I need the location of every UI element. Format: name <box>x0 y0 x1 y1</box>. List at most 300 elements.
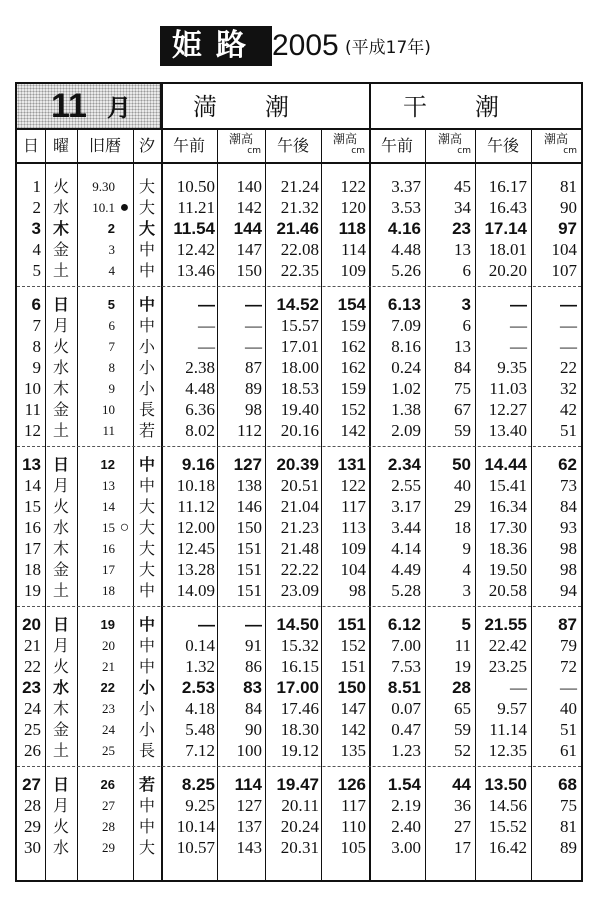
high-pm-height: 159 <box>340 379 366 398</box>
col-tide: 汐 <box>138 136 155 155</box>
high-am-time: 10.18 <box>176 476 215 495</box>
high-pm-time: 18.00 <box>280 358 319 377</box>
high-pm-height: 120 <box>340 198 366 217</box>
weekday-cell: 日 <box>52 295 69 314</box>
tide-type-cell: 中 <box>138 817 155 836</box>
weekday-cell: 土 <box>52 581 69 600</box>
low-am-time: 2.34 <box>387 455 421 474</box>
day-cell: 19 <box>24 581 41 600</box>
high-am-height: 142 <box>236 198 262 217</box>
low-pm-height: 51 <box>560 421 577 440</box>
lunar-date-cell: 24 <box>102 722 115 737</box>
high-am-height: 87 <box>245 358 262 377</box>
low-am-height: 59 <box>454 421 471 440</box>
low-am-height: 18 <box>454 518 471 537</box>
high-am-time: 4.48 <box>185 379 215 398</box>
high-am-time: 13.46 <box>176 261 215 280</box>
high-am-time: 2.38 <box>185 358 215 377</box>
moon-phase-icon <box>116 698 133 719</box>
table-row <box>17 294 581 315</box>
moon-phase-icon <box>116 719 133 740</box>
col-low-pm-height <box>531 132 581 164</box>
low-pm-time: 17.14 <box>484 219 527 238</box>
high-am-height: 138 <box>236 476 262 495</box>
high-tide-group-label: 満潮 <box>161 84 369 130</box>
high-pm-height: 154 <box>337 295 366 314</box>
table-row <box>17 197 581 218</box>
high-am-height: 86 <box>245 657 262 676</box>
high-am-height: 114 <box>234 775 262 794</box>
low-am-time: 1.23 <box>391 741 421 760</box>
weekday-cell: 日 <box>52 455 69 474</box>
low-am-height: 6 <box>462 316 471 335</box>
moon-phase-icon <box>116 774 133 795</box>
low-am-height: 17 <box>454 838 471 857</box>
tide-type-cell: 中 <box>138 657 155 676</box>
high-pm-time: 18.53 <box>280 379 319 398</box>
day-cell: 13 <box>22 455 41 474</box>
moon-phase-icon: ● <box>119 199 130 216</box>
day-cell: 4 <box>32 240 41 259</box>
day-cell: 27 <box>22 775 41 794</box>
high-pm-height: 142 <box>340 421 366 440</box>
day-cell: 9 <box>32 358 41 377</box>
table-row <box>17 698 581 719</box>
low-am-time: 2.55 <box>391 476 421 495</box>
lunar-date-cell: 19 <box>100 617 115 632</box>
high-am-time: 7.12 <box>185 741 215 760</box>
high-pm-time: 15.57 <box>280 316 319 335</box>
high-am-time: 10.50 <box>176 177 215 196</box>
high-pm-time: 19.40 <box>280 400 319 419</box>
high-am-time: 11.21 <box>177 198 215 217</box>
low-am-time: 1.02 <box>391 379 421 398</box>
weekday-cell: 木 <box>52 539 69 558</box>
low-pm-time: 20.58 <box>488 581 527 600</box>
table-row <box>17 218 581 239</box>
low-am-time: 0.24 <box>391 358 421 377</box>
low-pm-height: 62 <box>558 455 577 474</box>
low-am-height: 52 <box>454 741 471 760</box>
low-pm-time: 9.35 <box>497 358 527 377</box>
table-row <box>17 315 581 336</box>
low-pm-time: 17.30 <box>488 518 527 537</box>
day-cell: 24 <box>24 699 41 718</box>
table-row <box>17 580 581 601</box>
low-pm-time: 12.35 <box>488 741 527 760</box>
low-pm-height: 98 <box>560 539 577 558</box>
moon-phase-icon <box>116 260 133 281</box>
high-am-height: — <box>245 615 262 634</box>
lunar-date-cell: 25 <box>102 743 115 758</box>
high-am-height: 91 <box>245 636 262 655</box>
page-header <box>0 22 600 68</box>
low-pm-height: 51 <box>560 720 577 739</box>
lunar-date-cell: 7 <box>108 339 115 354</box>
day-cell: 21 <box>24 636 41 655</box>
low-am-time: 5.28 <box>391 581 421 600</box>
lunar-date-cell: 17 <box>102 562 115 577</box>
low-pm-time: 23.25 <box>488 657 527 676</box>
lunar-date-cell: 23 <box>102 701 115 716</box>
low-pm-height: 72 <box>560 657 577 676</box>
day-cell: 30 <box>24 838 41 857</box>
tide-type-cell: 大 <box>138 838 155 857</box>
low-am-time: 8.51 <box>387 678 421 697</box>
high-am-height: 83 <box>243 678 262 697</box>
weekday-cell: 水 <box>52 518 69 537</box>
high-am-height: 84 <box>245 699 262 718</box>
high-am-height: 137 <box>236 817 262 836</box>
col-height-label: 潮高 <box>228 132 253 146</box>
high-am-time: 10.57 <box>176 838 215 857</box>
high-am-height: 140 <box>236 177 262 196</box>
high-am-time: 4.18 <box>185 699 215 718</box>
col-high-pm-height <box>321 132 369 164</box>
high-am-height: 147 <box>236 240 262 259</box>
low-pm-time: 16.42 <box>488 838 527 857</box>
low-pm-time: 14.44 <box>484 455 527 474</box>
high-pm-time: 16.15 <box>280 657 319 676</box>
high-am-height: 150 <box>236 518 262 537</box>
low-pm-height: 98 <box>560 560 577 579</box>
moon-phase-icon <box>116 176 133 197</box>
day-cell: 10 <box>24 379 41 398</box>
high-am-height: 146 <box>236 497 262 516</box>
lunar-date-cell: 21 <box>102 659 115 674</box>
tide-type-cell: 中 <box>138 796 155 815</box>
low-am-height: 84 <box>454 358 471 377</box>
low-am-time: 7.00 <box>391 636 421 655</box>
lunar-date-cell: 15 <box>102 520 115 535</box>
low-pm-time: 12.27 <box>488 400 527 419</box>
weekday-cell: 土 <box>52 741 69 760</box>
weekday-cell: 火 <box>52 497 69 516</box>
day-cell: 5 <box>32 261 41 280</box>
high-pm-height: 150 <box>337 678 366 697</box>
day-cell: 15 <box>24 497 41 516</box>
table-row <box>17 656 581 677</box>
table-row <box>17 496 581 517</box>
tide-type-cell: 大 <box>138 497 155 516</box>
low-am-height: 44 <box>452 775 471 794</box>
tide-type-cell: 中 <box>138 316 155 335</box>
table-row <box>17 635 581 656</box>
month-number: 11 <box>51 87 87 125</box>
high-pm-time: 14.50 <box>276 615 319 634</box>
tide-type-cell: 大 <box>138 560 155 579</box>
moon-phase-icon <box>116 294 133 315</box>
high-am-time: 10.14 <box>176 817 215 836</box>
day-cell: 1 <box>32 177 41 196</box>
low-am-height: 3 <box>461 295 471 314</box>
lunar-date-cell: 5 <box>107 297 115 312</box>
low-am-time: 4.14 <box>391 539 421 558</box>
tide-type-cell: 大 <box>138 219 155 238</box>
high-am-height: 127 <box>236 796 262 815</box>
low-am-height: 9 <box>462 539 471 558</box>
day-cell: 11 <box>24 400 41 419</box>
table-row <box>17 239 581 260</box>
table-row <box>17 837 581 858</box>
low-am-time: 0.07 <box>391 699 421 718</box>
lunar-date-cell: 13 <box>102 478 115 493</box>
high-pm-height: 122 <box>340 177 366 196</box>
high-pm-height: 152 <box>340 400 366 419</box>
col-low-am: 午前 <box>380 136 413 155</box>
low-pm-time: — <box>510 678 527 697</box>
lunar-date-cell: 18 <box>102 583 115 598</box>
table-row <box>17 677 581 698</box>
weekday-cell: 金 <box>52 560 69 579</box>
moon-phase-icon <box>116 580 133 601</box>
table-row <box>17 378 581 399</box>
week-separator <box>17 766 581 767</box>
low-pm-height: 104 <box>551 240 577 259</box>
table-row <box>17 740 581 761</box>
weekday-cell: 金 <box>52 240 69 259</box>
tide-type-cell: 大 <box>138 198 155 217</box>
table-row <box>17 260 581 281</box>
low-am-time: 4.16 <box>387 219 421 238</box>
day-cell: 25 <box>24 720 41 739</box>
moon-phase-icon <box>116 357 133 378</box>
low-pm-height: 32 <box>560 379 577 398</box>
low-pm-height: 68 <box>558 775 577 794</box>
high-pm-height: 126 <box>337 775 366 794</box>
low-pm-height: 107 <box>551 261 577 280</box>
moon-phase-icon <box>116 336 133 357</box>
lunar-date-cell: 26 <box>100 777 115 792</box>
month-unit: 月 <box>107 94 131 122</box>
low-pm-time: — <box>510 316 527 335</box>
weekday-cell: 火 <box>52 177 69 196</box>
tide-type-cell: 若 <box>138 775 155 794</box>
high-am-time: 2.53 <box>181 678 215 697</box>
low-am-height: 23 <box>452 219 471 238</box>
low-am-height: 65 <box>454 699 471 718</box>
table-row <box>17 336 581 357</box>
low-am-height: 19 <box>454 657 471 676</box>
day-cell: 6 <box>31 295 41 314</box>
low-am-time: 2.09 <box>391 421 421 440</box>
high-pm-time: 20.31 <box>280 838 319 857</box>
moon-phase-icon <box>116 656 133 677</box>
weekday-cell: 木 <box>52 219 69 238</box>
tide-type-cell: 大 <box>138 539 155 558</box>
tide-type-cell: 小 <box>138 358 155 377</box>
low-am-height: 45 <box>454 177 471 196</box>
low-pm-time: 15.41 <box>488 476 527 495</box>
high-am-time: 13.28 <box>176 560 215 579</box>
table-row <box>17 475 581 496</box>
low-am-time: 7.53 <box>391 657 421 676</box>
day-cell: 29 <box>24 817 41 836</box>
high-pm-height: 109 <box>340 261 366 280</box>
moon-phase-icon <box>116 454 133 475</box>
low-pm-time: 9.57 <box>497 699 527 718</box>
col-day: 日 <box>22 136 39 155</box>
lunar-date-cell: 3 <box>108 242 115 257</box>
low-pm-height: 94 <box>560 581 577 600</box>
high-am-time: 0.14 <box>185 636 215 655</box>
day-cell: 18 <box>24 560 41 579</box>
high-pm-height: 114 <box>341 240 366 259</box>
high-am-time: 14.09 <box>176 581 215 600</box>
low-am-time: 4.49 <box>391 560 421 579</box>
low-am-time: 3.17 <box>391 497 421 516</box>
lunar-date-cell: 12 <box>100 457 115 472</box>
tide-type-cell: 長 <box>138 741 155 760</box>
low-pm-time: 11.14 <box>489 720 527 739</box>
col-high-am-height <box>217 132 265 164</box>
table-row <box>17 420 581 441</box>
weekday-cell: 水 <box>52 678 69 697</box>
low-pm-height: 79 <box>560 636 577 655</box>
lunar-date-cell: 28 <box>102 819 115 834</box>
high-pm-time: 20.51 <box>280 476 319 495</box>
high-am-time: 1.32 <box>185 657 215 676</box>
low-am-time: 1.54 <box>387 775 421 794</box>
table-row <box>17 357 581 378</box>
high-am-time: — <box>198 295 215 314</box>
week-separator <box>17 286 581 287</box>
high-pm-height: 151 <box>340 657 366 676</box>
moon-phase-icon <box>116 816 133 837</box>
high-pm-time: 14.52 <box>276 295 319 314</box>
low-am-time: 3.53 <box>391 198 421 217</box>
low-pm-time: 16.17 <box>488 177 527 196</box>
high-pm-time: 22.22 <box>280 560 319 579</box>
low-am-time: 2.40 <box>391 817 421 836</box>
low-pm-time: 13.50 <box>484 775 527 794</box>
high-am-height: 151 <box>236 539 262 558</box>
tide-type-cell: 大 <box>138 518 155 537</box>
lunar-date-cell: 11 <box>102 423 115 438</box>
high-am-height: 90 <box>245 720 262 739</box>
low-pm-time: 19.50 <box>488 560 527 579</box>
weekday-cell: 水 <box>52 358 69 377</box>
moon-phase-icon <box>116 635 133 656</box>
moon-phase-icon <box>116 399 133 420</box>
high-am-time: 11.54 <box>173 219 215 238</box>
high-am-time: 6.36 <box>185 400 215 419</box>
lunar-date-cell: 29 <box>102 840 115 855</box>
low-pm-height: 90 <box>560 198 577 217</box>
high-pm-time: 20.39 <box>276 455 319 474</box>
low-am-time: 7.09 <box>391 316 421 335</box>
high-am-height: 151 <box>236 560 262 579</box>
low-am-time: 3.44 <box>391 518 421 537</box>
high-am-time: 5.48 <box>185 720 215 739</box>
low-pm-height: — <box>560 316 577 335</box>
lunar-date-cell: 8 <box>108 360 115 375</box>
high-pm-time: 15.32 <box>280 636 319 655</box>
col-height-label: 潮高 <box>332 132 357 146</box>
low-pm-height: 87 <box>558 615 577 634</box>
table-row <box>17 517 581 538</box>
high-am-time: — <box>198 316 215 335</box>
low-pm-time: 15.52 <box>488 817 527 836</box>
col-weekday: 曜 <box>52 136 69 155</box>
day-cell: 8 <box>32 337 41 356</box>
low-pm-height: 42 <box>560 400 577 419</box>
high-pm-height: 104 <box>340 560 366 579</box>
weekday-cell: 土 <box>52 421 69 440</box>
moon-phase-icon <box>116 475 133 496</box>
low-am-height: 34 <box>454 198 471 217</box>
low-am-height: 28 <box>452 678 471 697</box>
weekday-cell: 木 <box>52 699 69 718</box>
low-am-height: 11 <box>454 636 471 655</box>
high-am-time: 9.25 <box>185 796 215 815</box>
moon-phase-icon <box>116 677 133 698</box>
low-pm-height: 89 <box>560 838 577 857</box>
col-height-label: 潮高 <box>437 132 462 146</box>
high-pm-height: 117 <box>341 497 366 516</box>
high-pm-time: 17.01 <box>280 337 319 356</box>
low-am-time: 0.47 <box>391 720 421 739</box>
high-pm-height: 162 <box>340 337 366 356</box>
weekday-cell: 月 <box>52 476 69 495</box>
tide-type-cell: 小 <box>138 699 155 718</box>
low-am-time: 4.48 <box>391 240 421 259</box>
high-pm-height: 131 <box>337 455 366 474</box>
high-pm-height: 151 <box>337 615 366 634</box>
tide-type-cell: 中 <box>138 476 155 495</box>
low-am-height: 13 <box>454 240 471 259</box>
high-pm-time: 19.12 <box>280 741 319 760</box>
weekday-cell: 金 <box>52 400 69 419</box>
tide-type-cell: 中 <box>138 295 155 314</box>
high-am-time: 12.00 <box>176 518 215 537</box>
tide-type-cell: 小 <box>138 379 155 398</box>
low-am-height: 75 <box>454 379 471 398</box>
low-pm-time: 18.36 <box>488 539 527 558</box>
high-pm-height: 105 <box>340 838 366 857</box>
col-unit-label: cm <box>563 146 577 156</box>
high-pm-time: 21.23 <box>280 518 319 537</box>
lunar-date-cell: 9.30 <box>92 179 115 194</box>
table-row <box>17 559 581 580</box>
low-am-height: 27 <box>454 817 471 836</box>
tide-type-cell: 中 <box>138 455 155 474</box>
tide-type-cell: 中 <box>138 581 155 600</box>
low-pm-height: 93 <box>560 518 577 537</box>
high-pm-time: 23.09 <box>280 581 319 600</box>
day-cell: 17 <box>24 539 41 558</box>
high-am-time: — <box>198 615 215 634</box>
high-pm-time: 21.46 <box>276 219 319 238</box>
low-am-height: 3 <box>462 581 471 600</box>
moon-phase-icon <box>116 239 133 260</box>
table-row <box>17 719 581 740</box>
day-cell: 22 <box>24 657 41 676</box>
low-pm-height: 73 <box>560 476 577 495</box>
low-pm-time: 16.34 <box>488 497 527 516</box>
column-header-row <box>17 130 581 164</box>
day-cell: 2 <box>32 198 41 217</box>
low-am-height: 40 <box>454 476 471 495</box>
high-pm-height: 162 <box>340 358 366 377</box>
high-pm-time: 17.00 <box>276 678 319 697</box>
lunar-date-cell: 10.1 <box>92 200 115 215</box>
lunar-date-cell: 20 <box>102 638 115 653</box>
low-pm-height: 81 <box>560 817 577 836</box>
low-pm-height: 22 <box>560 358 577 377</box>
high-pm-height: 118 <box>338 219 366 238</box>
weekday-cell: 火 <box>52 817 69 836</box>
